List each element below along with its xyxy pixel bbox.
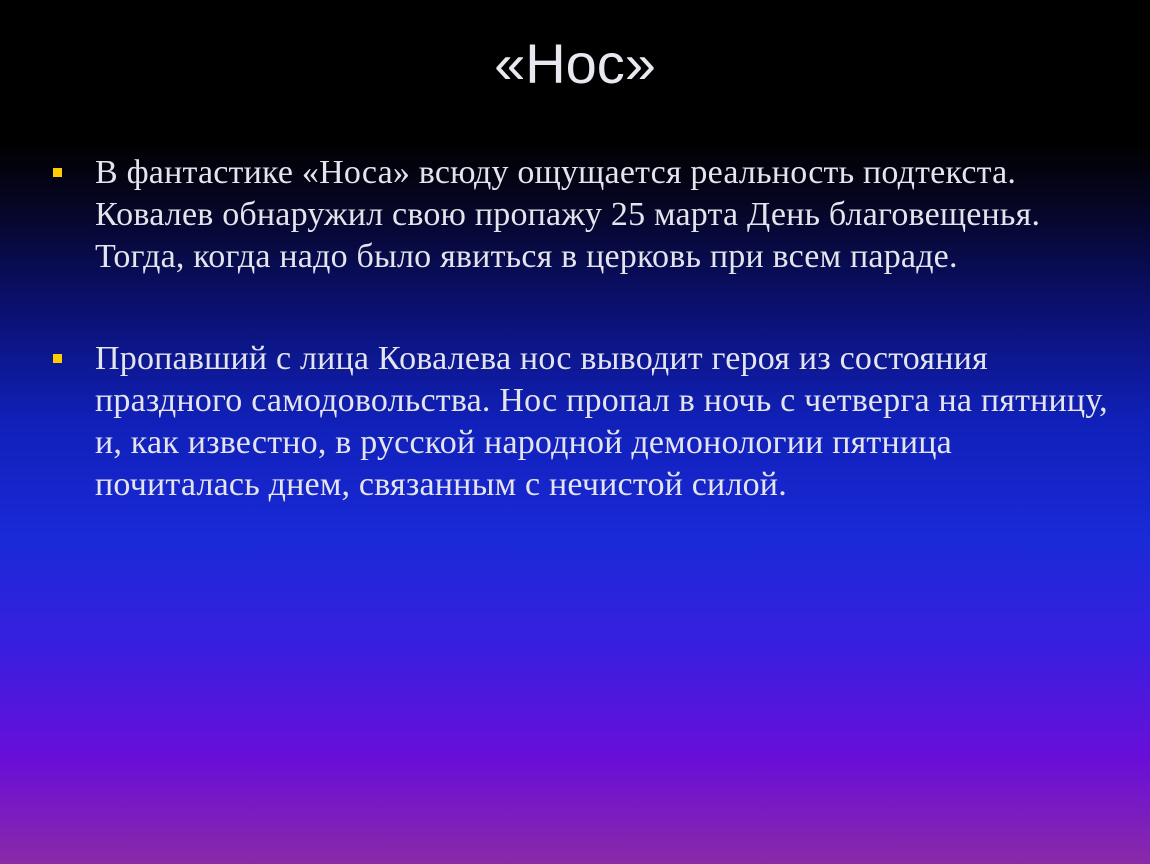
square-bullet-icon bbox=[53, 168, 62, 177]
square-bullet-icon bbox=[53, 354, 62, 363]
bullet-text: В фантастике «Носа» всюду ощущается реальность подтекста. Ковалев обнаружил свою пропажу 25 марта День благовещенья. Тогда, когда надо было явиться в церковь при всем параде. bbox=[95, 154, 1041, 275]
bullet-item bbox=[80, 152, 1120, 278]
bullet-text: Пропавший с лица Ковалева нос выводит героя из состояния праздного самодовольства. Нос пропал в ночь с четверга на пятницу, и, как известно, в русской народной демонологии пятница почиталась днем, связанным с нечистой силой. bbox=[95, 340, 1108, 503]
bullet-item bbox=[80, 338, 1120, 506]
slide-title: «Нос» bbox=[494, 32, 656, 95]
bullet-list bbox=[80, 152, 1120, 506]
